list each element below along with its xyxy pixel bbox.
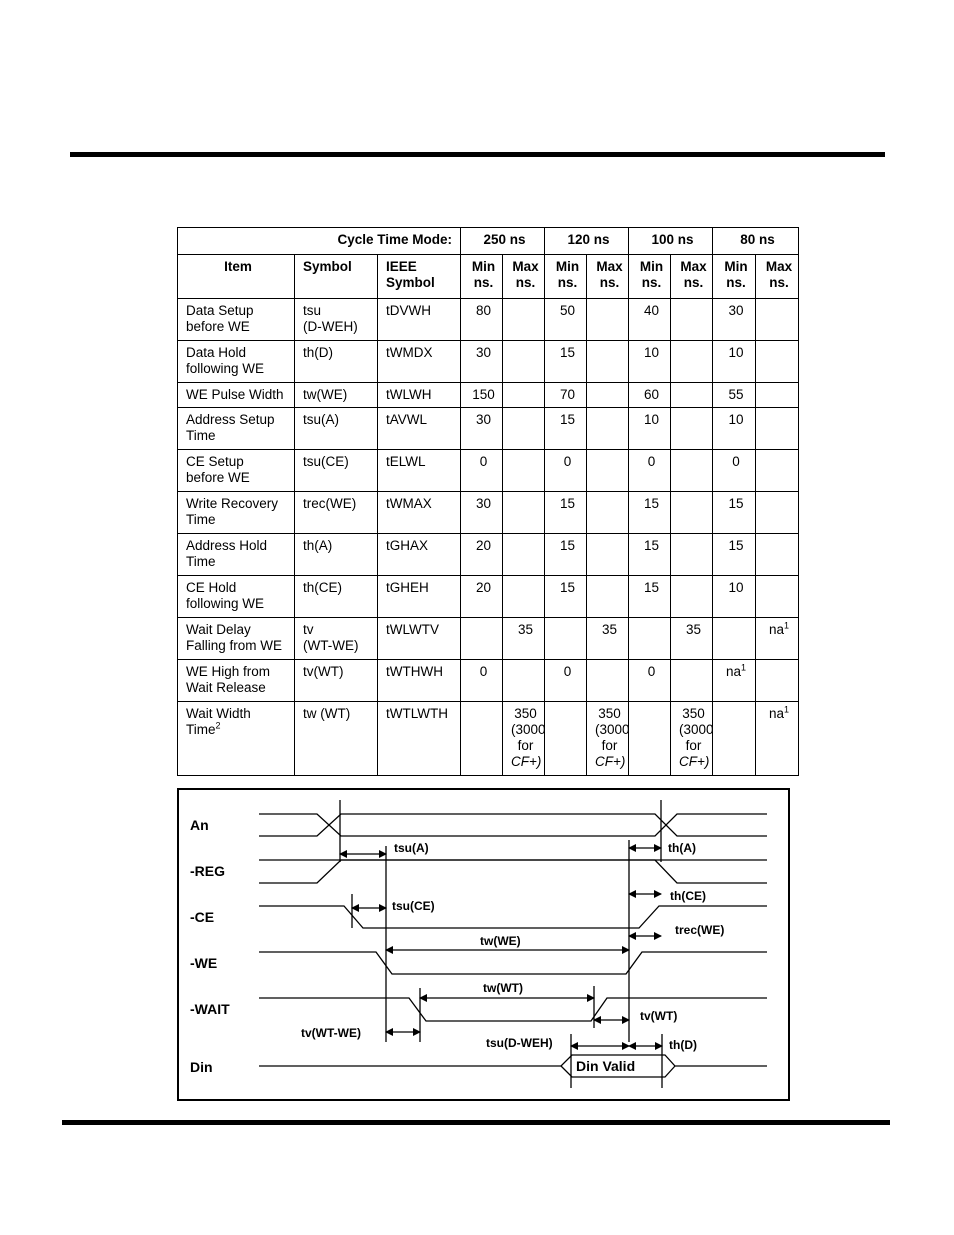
min-value-cell: 0	[713, 450, 756, 492]
max-value-cell	[587, 450, 629, 492]
min-value-cell: 0	[461, 450, 503, 492]
max-value-cell	[587, 299, 629, 341]
tv-wt-label: tv(WT)	[640, 1009, 678, 1023]
min-value-cell	[713, 702, 756, 776]
tsu-a-label: tsu(A)	[394, 841, 429, 855]
max-value-cell: $na^1$	[756, 702, 799, 776]
item-cell: CE Setup before WE	[178, 450, 295, 492]
max-value-cell	[587, 576, 629, 618]
max-value-cell	[756, 492, 799, 534]
symbol-cell: th(A)	[295, 534, 378, 576]
symbol-cell: tsu (D-WEH)	[295, 299, 378, 341]
ieee-symbol-cell: tGHAX	[378, 534, 461, 576]
max-value-cell	[587, 534, 629, 576]
tw-we-label: tw(WE)	[480, 934, 521, 948]
max-value-cell	[503, 576, 545, 618]
max-value-cell: 350 (3000 for CF+)	[587, 702, 629, 776]
min-value-cell: 0	[629, 660, 671, 702]
item-cell: Address Hold Time	[178, 534, 295, 576]
write-timing-diagram	[177, 788, 790, 1101]
min-value-cell: 15	[713, 534, 756, 576]
ieee-symbol-cell: tAVWL	[378, 408, 461, 450]
max-value-cell	[587, 660, 629, 702]
top-rule	[70, 152, 885, 157]
symbol-header: Symbol	[295, 255, 378, 299]
th-ce-label: th(CE)	[670, 889, 706, 903]
max-value-cell	[587, 408, 629, 450]
item-cell: Data Setup before WE	[178, 299, 295, 341]
min-value-cell	[713, 618, 756, 660]
min-value-cell: 30	[461, 492, 503, 534]
tv-wt-we-label: tv(WT-WE)	[301, 1026, 361, 1040]
wait-waveform	[259, 998, 767, 1021]
table-row	[178, 534, 799, 576]
th-d-label: th(D)	[669, 1038, 697, 1052]
mode-header: 250 ns	[461, 228, 545, 255]
min-value-cell: 0	[629, 450, 671, 492]
max-header: Max ns.	[671, 255, 713, 299]
we-waveform	[259, 952, 767, 974]
min-value-cell	[629, 618, 671, 660]
signal-label-wait: -WAIT	[190, 1001, 230, 1017]
timing-diagram-svg	[179, 790, 788, 1099]
max-value-cell	[587, 341, 629, 383]
max-value-cell	[503, 534, 545, 576]
min-header: Min ns.	[461, 255, 503, 299]
table-row	[178, 299, 799, 341]
max-value-cell	[587, 383, 629, 408]
min-value-cell	[545, 702, 587, 776]
item-cell: Address Setup Time	[178, 408, 295, 450]
min-value-cell: 15	[545, 534, 587, 576]
max-value-cell	[756, 341, 799, 383]
min-value-cell: 60	[629, 383, 671, 408]
max-value-cell	[503, 299, 545, 341]
an-waveform	[259, 814, 767, 836]
item-cell: CE Hold following WE	[178, 576, 295, 618]
ieee-symbol-cell: tWLWH	[378, 383, 461, 408]
table-row	[178, 408, 799, 450]
ieee-symbol-header: IEEE Symbol	[378, 255, 461, 299]
min-header: Min ns.	[629, 255, 671, 299]
item-header: Item	[178, 255, 295, 299]
max-value-cell	[671, 534, 713, 576]
min-value-cell	[461, 702, 503, 776]
mode-header: 100 ns	[629, 228, 713, 255]
max-value-cell: 35	[671, 618, 713, 660]
min-value-cell	[545, 618, 587, 660]
max-value-cell: 350 (3000 for CF+)	[503, 702, 545, 776]
min-value-cell: 10	[629, 341, 671, 383]
min-value-cell: 0	[545, 660, 587, 702]
max-value-cell	[671, 576, 713, 618]
column-header-row	[178, 255, 799, 299]
min-header: Min ns.	[713, 255, 756, 299]
signal-label-we: -WE	[190, 955, 218, 971]
mode-header: 80 ns	[713, 228, 799, 255]
max-value-cell	[756, 299, 799, 341]
min-value-cell: 40	[629, 299, 671, 341]
tw-wt-label: tw(WT)	[483, 981, 523, 995]
min-value-cell: 10	[713, 576, 756, 618]
item-cell: Wait Width Time$^2$	[178, 702, 295, 776]
max-value-cell	[671, 341, 713, 383]
min-header: Min ns.	[545, 255, 587, 299]
max-value-cell: $na^1$	[756, 618, 799, 660]
table-row	[178, 341, 799, 383]
max-value-cell	[503, 383, 545, 408]
max-value-cell: 35	[587, 618, 629, 660]
symbol-cell: trec(WE)	[295, 492, 378, 534]
symbol-cell: tv (WT-WE)	[295, 618, 378, 660]
signal-label-an: An	[190, 817, 209, 833]
min-value-cell: 80	[461, 299, 503, 341]
min-value-cell: 10	[713, 341, 756, 383]
min-value-cell: 30	[461, 408, 503, 450]
min-value-cell: 30	[713, 299, 756, 341]
min-value-cell: 20	[461, 576, 503, 618]
din-valid-label: Din Valid	[576, 1058, 636, 1074]
item-cell: Wait Delay Falling from WE	[178, 618, 295, 660]
table-row	[178, 383, 799, 408]
signal-label-reg: -REG	[190, 863, 225, 879]
table-row	[178, 702, 799, 776]
min-value-cell: 0	[461, 660, 503, 702]
max-value-cell	[587, 492, 629, 534]
ieee-symbol-cell: tDVWH	[378, 299, 461, 341]
min-value-cell: 15	[629, 576, 671, 618]
ieee-symbol-cell: tELWL	[378, 450, 461, 492]
min-value-cell	[629, 702, 671, 776]
max-value-cell	[756, 408, 799, 450]
min-value-cell: 15	[545, 341, 587, 383]
item-cell: Data Hold following WE	[178, 341, 295, 383]
min-value-cell: 150	[461, 383, 503, 408]
max-value-cell	[671, 299, 713, 341]
symbol-cell: th(CE)	[295, 576, 378, 618]
min-value-cell: 0	[545, 450, 587, 492]
table-row	[178, 492, 799, 534]
max-value-cell	[503, 450, 545, 492]
cycle-time-mode-row	[178, 228, 799, 255]
table-row	[178, 576, 799, 618]
din-waveform	[259, 1055, 767, 1066]
ieee-symbol-cell: tWMDX	[378, 341, 461, 383]
signal-label-ce: -CE	[190, 909, 215, 925]
table-row	[178, 660, 799, 702]
max-value-cell	[503, 492, 545, 534]
max-value-cell	[756, 660, 799, 702]
max-value-cell: 350 (3000 for CF+)	[671, 702, 713, 776]
symbol-cell: tw (WT)	[295, 702, 378, 776]
min-value-cell: 15	[629, 534, 671, 576]
min-value-cell: 20	[461, 534, 503, 576]
cycle-time-mode-label: Cycle Time Mode:	[178, 228, 461, 255]
symbol-cell: th(D)	[295, 341, 378, 383]
max-header: Max ns.	[503, 255, 545, 299]
min-value-cell: 55	[713, 383, 756, 408]
min-value-cell: 30	[461, 341, 503, 383]
tsu-d-weh-label: tsu(D-WEH)	[486, 1036, 553, 1050]
symbol-cell: tsu(A)	[295, 408, 378, 450]
ieee-symbol-cell: tWMAX	[378, 492, 461, 534]
max-value-cell	[756, 534, 799, 576]
table-row	[178, 450, 799, 492]
item-cell: Write Recovery Time	[178, 492, 295, 534]
max-value-cell	[756, 383, 799, 408]
min-value-cell: 15	[713, 492, 756, 534]
tsu-ce-label: tsu(CE)	[392, 899, 435, 913]
bottom-rule	[62, 1120, 890, 1125]
trec-we-label: trec(WE)	[675, 923, 725, 937]
min-value-cell: 10	[629, 408, 671, 450]
min-value-cell: 50	[545, 299, 587, 341]
max-value-cell	[503, 408, 545, 450]
min-value-cell: 15	[545, 492, 587, 534]
max-value-cell: 35	[503, 618, 545, 660]
max-value-cell	[756, 576, 799, 618]
ieee-symbol-cell: tWTLWTH	[378, 702, 461, 776]
table-row	[178, 618, 799, 660]
min-value-cell: 10	[713, 408, 756, 450]
min-value-cell: 15	[629, 492, 671, 534]
mode-header: 120 ns	[545, 228, 629, 255]
item-cell: WE High from Wait Release	[178, 660, 295, 702]
min-value-cell: $na^1$	[713, 660, 756, 702]
max-value-cell	[671, 383, 713, 408]
th-a-label: th(A)	[668, 841, 696, 855]
ieee-symbol-cell: tGHEH	[378, 576, 461, 618]
symbol-cell: tv(WT)	[295, 660, 378, 702]
item-cell: WE Pulse Width	[178, 383, 295, 408]
symbol-cell: tw(WE)	[295, 383, 378, 408]
min-value-cell: 70	[545, 383, 587, 408]
signal-label-din: Din	[190, 1059, 213, 1075]
write-timing-table	[177, 227, 799, 776]
max-value-cell	[671, 408, 713, 450]
symbol-cell: tsu(CE)	[295, 450, 378, 492]
max-value-cell	[671, 450, 713, 492]
max-value-cell	[671, 660, 713, 702]
min-value-cell: 15	[545, 576, 587, 618]
max-value-cell	[503, 341, 545, 383]
ieee-symbol-cell: tWTHWH	[378, 660, 461, 702]
max-value-cell	[756, 450, 799, 492]
max-value-cell	[503, 660, 545, 702]
max-header: Max ns.	[756, 255, 799, 299]
max-value-cell	[671, 492, 713, 534]
ieee-symbol-cell: tWLWTV	[378, 618, 461, 660]
min-value-cell	[461, 618, 503, 660]
min-value-cell: 15	[545, 408, 587, 450]
max-header: Max ns.	[587, 255, 629, 299]
